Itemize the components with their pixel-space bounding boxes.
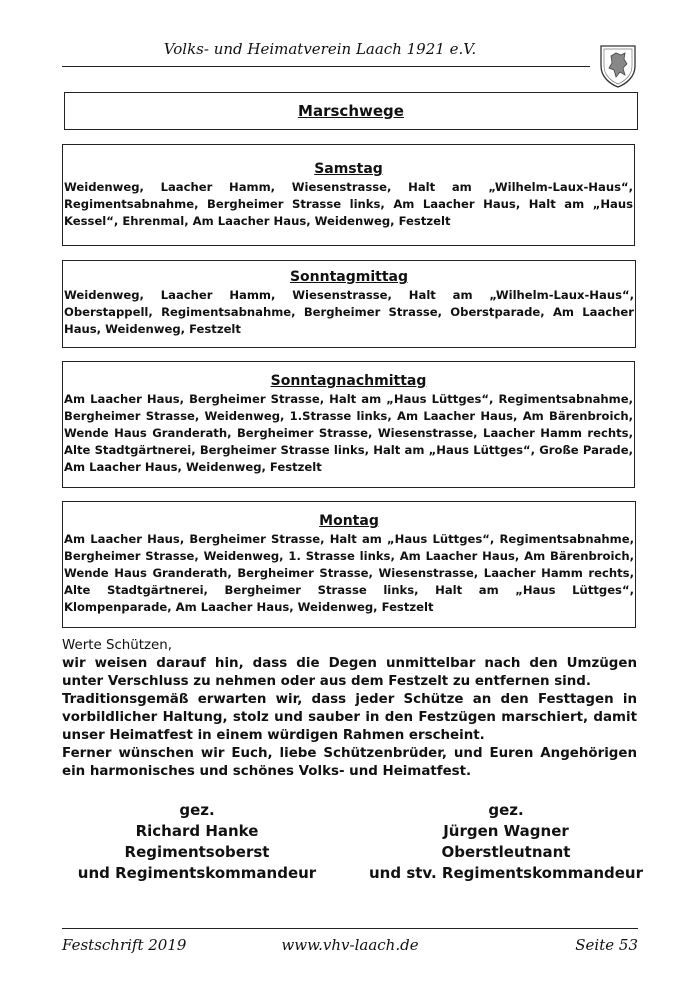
route-box-sonntagmittag <box>62 260 636 348</box>
footer-publication: Festschrift 2019 <box>62 936 187 954</box>
signature-role: und stv. Regimentskommandeur <box>369 864 643 882</box>
route-text: Am Laacher Haus, Bergheimer Strasse, Halt am „Haus Lüttges“, Regimentsabnahme, Bergheimer Strasse, Weidenweg, 1.Strasse links, Am Laacher Haus, Am Bärenbroich, Wende Haus Granderath, Bergheimer Strasse, Wiesenstrasse, Laacher Hamm rechts, Alte Stadtgärtnerei, Bergheimer Strasse links, Halt am „Haus Lüttges“, Große Parade, Am Laacher Haus, Weidenweg, Festzelt <box>64 392 633 474</box>
footer-page-number: Seite 53 <box>575 936 638 954</box>
page-title: Marschwege <box>298 102 404 120</box>
signature-role: Oberstleutnant <box>441 843 571 861</box>
main-title-box <box>64 92 638 130</box>
route-day-title: Sonntagnachmittag <box>270 373 427 389</box>
letter-paragraph: wir weisen darauf hin, dass die Degen unmittelbar nach den Umzügen unter Verschluss zu nehmen oder aus dem Festzelt zu entfernen sind. <box>62 656 637 689</box>
route-text: Weidenweg, Laacher Hamm, Wiesenstrasse, Halt am „Wilhelm-Laux-Haus“, Regimentsabnahme, Bergheimer Strasse links, Am Laacher Haus, Halt am „Haus Kessel“, Ehrenmal, Am Laacher Haus, Weidenweg, Festzelt <box>64 180 633 228</box>
letter-paragraph: Ferner wünschen wir Euch, liebe Schützenbrüder, und Euren Angehörigen ein harmonisches und schönes Volks- und Heimatfest. <box>62 746 637 779</box>
letter-body <box>62 637 637 781</box>
route-text: Am Laacher Haus, Bergheimer Strasse, Halt am „Haus Lüttges“, Regimentsabnahme, Bergheimer Strasse, Weidenweg, 1. Strasse links, Am Laacher Haus, Am Bärenbroich, Wende Haus Granderath, Bergheimer Strasse, Wiesenstrasse, Laacher Hamm rechts, Alte Stadtgärtnerei, Bergheimer Strasse links, Halt am „Haus Lüttges“, Klompenparade, Am Laacher Haus, Weidenweg, Festzelt <box>64 532 634 614</box>
route-day-title: Samstag <box>314 161 383 177</box>
footer-divider <box>62 928 638 929</box>
signature-role: Regimentsoberst <box>124 843 270 861</box>
signature-gez: gez. <box>179 801 215 819</box>
route-day-title: Montag <box>319 513 379 529</box>
signature-gez: gez. <box>488 801 524 819</box>
signature-role: und Regimentskommandeur <box>77 864 317 882</box>
signature-name: Richard Hanke <box>135 822 259 840</box>
route-box-samstag <box>62 144 635 246</box>
header-divider <box>62 66 590 67</box>
signature-left <box>62 800 332 884</box>
header-title: Volks- und Heimatverein Laach 1921 e.V. <box>163 40 477 58</box>
route-text: Weidenweg, Laacher Hamm, Wiesenstrasse, Halt am „Wilhelm-Laux-Haus“, Oberstappell, Regimentsabnahme, Bergheimer Strasse, Oberstparade, Am Laacher Haus, Weidenweg, Festzelt <box>64 288 634 336</box>
signature-right <box>368 800 644 884</box>
route-box-sonntagnachmittag <box>62 361 635 488</box>
letter-paragraph: Traditionsgemäß erwarten wir, dass jeder Schütze an den Festtagen in vorbildlicher Haltung, stolz und sauber in den Festzügen marschiert, damit unser Heimatfest in einem würdigen Rahmen erscheint. <box>62 692 637 743</box>
coat-of-arms-icon <box>598 42 638 88</box>
letter-greeting: Werte Schützen, <box>62 638 173 653</box>
route-box-montag <box>62 501 636 628</box>
signature-name: Jürgen Wagner <box>443 822 569 840</box>
footer-website-link[interactable]: www.vhv-laach.de <box>281 936 419 954</box>
route-day-title: Sonntagmittag <box>289 269 409 285</box>
